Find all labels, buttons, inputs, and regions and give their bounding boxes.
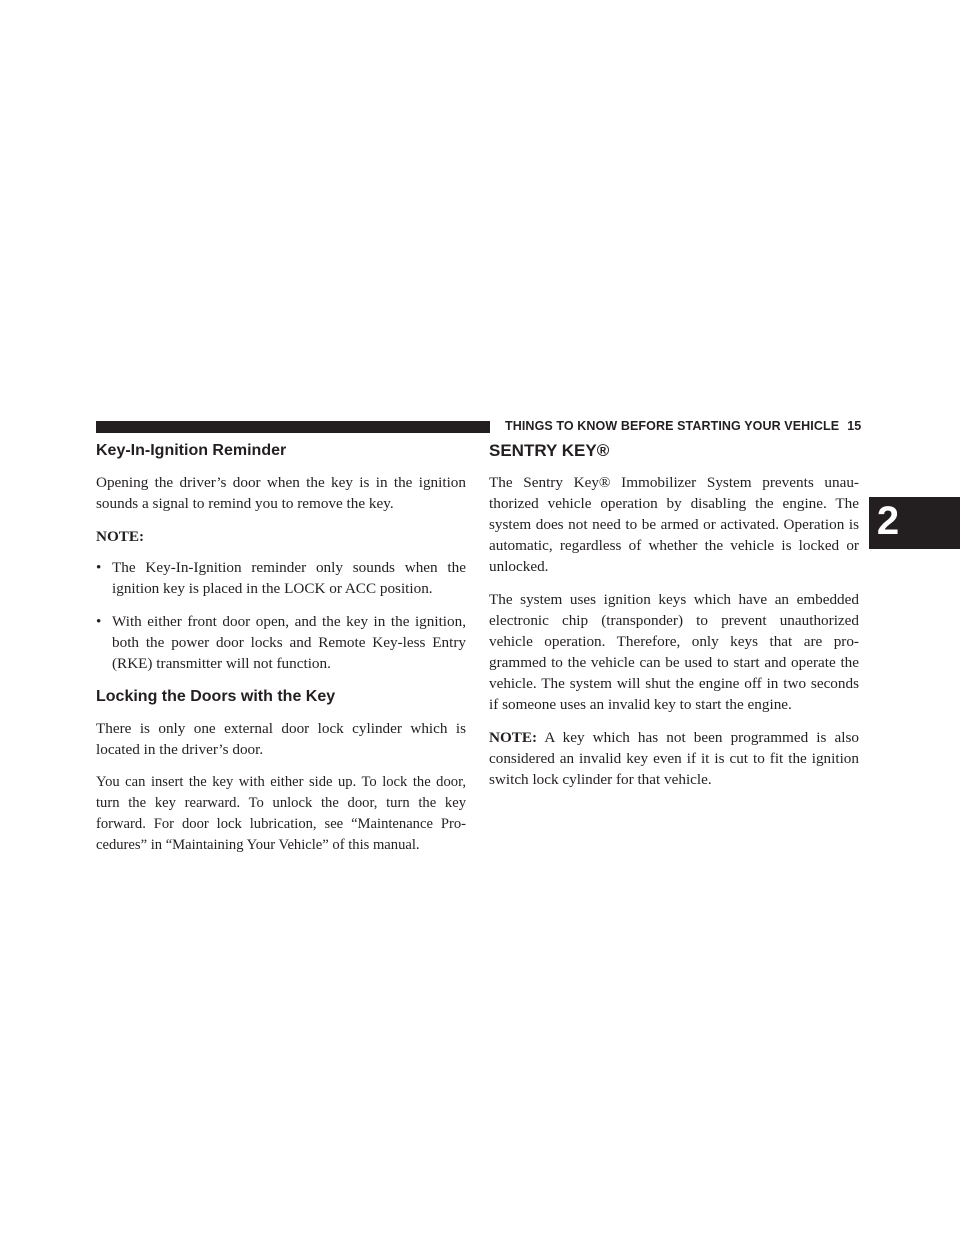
note-label: NOTE: [96,528,145,545]
bullet-text: The Key-In-Ignition reminder only sounds when the ignition key is placed in the LOCK or ACC position. [112,559,466,597]
left-column [96,440,466,868]
bullet-icon: • [96,613,102,630]
page-number: 15 [847,419,862,433]
sentry-paragraph-1: The Sentry Key® Immobilizer System prevents unau-thorized vehicle operation by disabling the engine. The system does not need to be armed or activated. Operation is automatic, regardless of whether the vehicle is locked or unlocked. [489,474,859,575]
header-rule [96,421,490,433]
bullet-icon: • [96,559,102,576]
locking-paragraph-2: You can insert the key with either side up. To lock the door, turn the key rearward. To unlock the door, turn the key forward. For door lock lubrication, see “Maintenance Pro-cedures” in “Maintaining Your Vehicle” of this manual. [96,774,466,853]
bullet-text: With either front door open, and the key in the ignition, both the power door locks and Remote Key-less Entry (RKE) transmitter will not function. [112,613,466,672]
locking-heading: Locking the Doors with the Key [96,688,336,705]
chapter-tab [869,497,960,549]
note-label: NOTE: [489,729,538,746]
list-item [96,611,466,674]
sentry-paragraph-2: The system uses ignition keys which have an embedded electronic chip (transponder) to prevent unauthorized vehicle operation. Therefore, only keys that are pro-grammed to the vehicle can be used to start and operate the vehicle. The system will shut the engine off in two seconds if someone uses an invalid key to start the engine. [489,591,859,713]
chapter-number: 2 [876,499,900,543]
locking-paragraph-1: There is only one external door lock cylinder which is located in the driver’s door. [96,720,466,758]
sentry-heading: SENTRY KEY® [489,441,610,460]
reminder-paragraph: Opening the driver’s door when the key is in the ignition sounds a signal to remind you to remove the key. [96,474,466,512]
sentry-note [489,727,859,790]
running-header [505,419,861,433]
list-item [96,557,466,599]
note-text: A key which has not been programmed is also considered an invalid key even if it is cut to fit the ignition switch lock cylinder for that vehicle. [489,729,859,788]
header-title: THINGS TO KNOW BEFORE STARTING YOUR VEHICLE [505,419,840,433]
right-column [489,440,859,802]
reminder-heading: Key-In-Ignition Reminder [96,442,287,459]
